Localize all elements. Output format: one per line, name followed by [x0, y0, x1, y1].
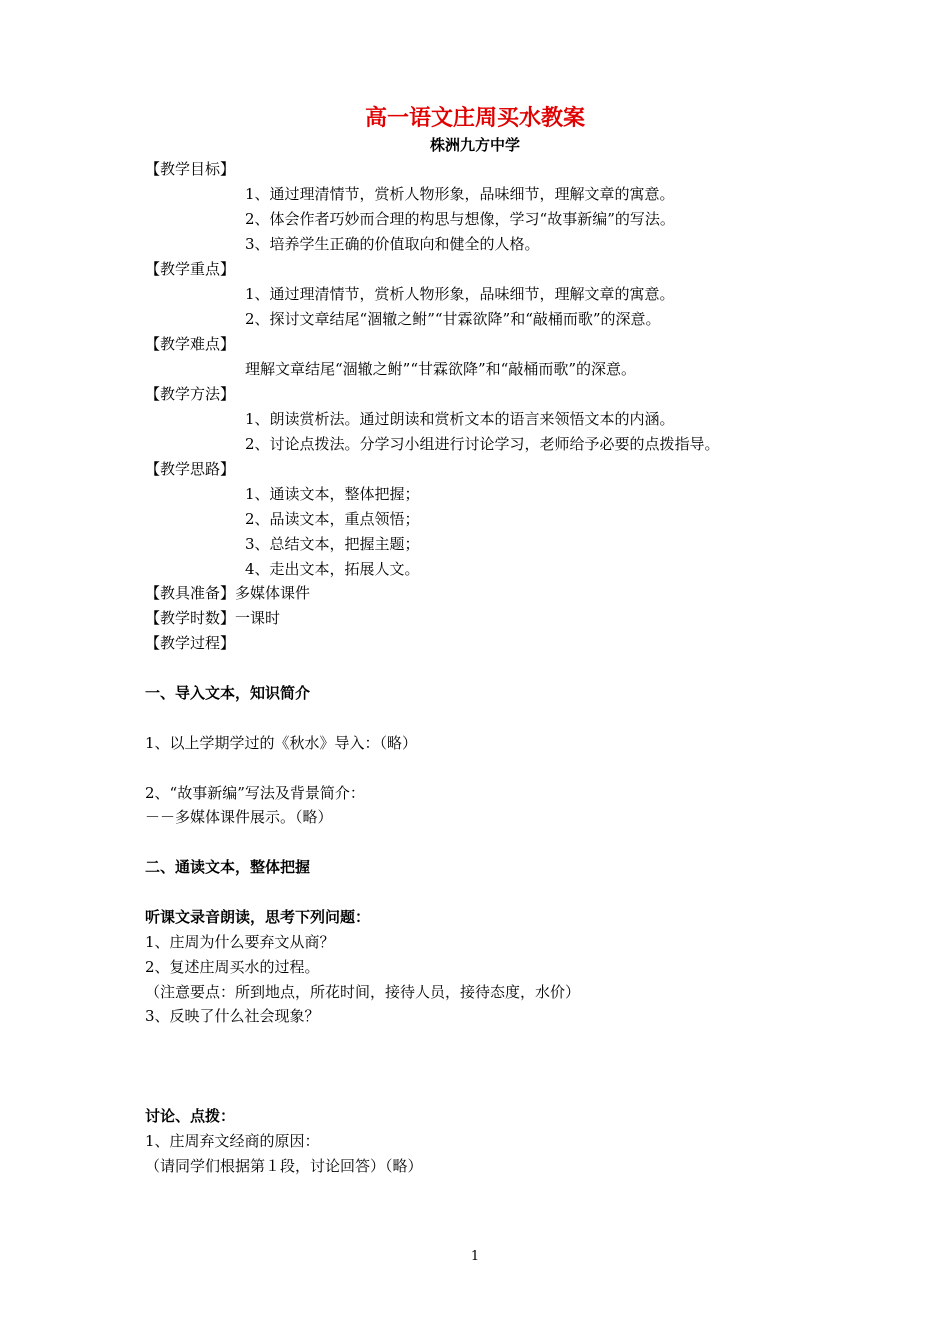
methods-heading: 【教学方法】 — [145, 385, 236, 403]
tools-line: 【教具准备】多媒体课件 — [145, 584, 311, 602]
objective-item: 3、培养学生正确的价值取向和健全的人格。 — [245, 235, 540, 253]
section1-item: 1、以上学期学过的《秋水》导入：（略） — [145, 734, 418, 752]
section1-item: 2、“故事新编”写法及背景简介： — [145, 784, 365, 802]
section1-note: －－多媒体课件展示。（略） — [145, 808, 333, 826]
approach-item: 2、品读文本，重点领悟； — [245, 510, 420, 528]
question-item: 2、复述庄周买水的过程。 — [145, 958, 320, 976]
section1-heading: 一、导入文本，知识简介 — [145, 684, 311, 702]
discussion-item: （请同学们根据第１段，讨论回答）（略） — [145, 1157, 423, 1175]
approach-heading: 【教学思路】 — [145, 460, 236, 478]
difficulty-item: 理解文章结尾“涸辙之鲋”“甘霖欲降”和“敲桶而歌”的深意。 — [245, 360, 637, 378]
approach-item: 1、通读文本，整体把握； — [245, 485, 420, 503]
question-item: （注意要点：所到地点，所花时间，接待人员，接待态度，水价） — [145, 983, 581, 1001]
approach-item: 3、总结文本，把握主题； — [245, 535, 420, 553]
method-item: 2、讨论点拨法。分学习小组进行讨论学习，老师给予必要的点拨指导。 — [245, 435, 720, 453]
discussion-item: 1、庄周弃文经商的原因： — [145, 1132, 320, 1150]
key-point-item: 2、探讨文章结尾“涸辙之鲋”“甘霖欲降”和“敲桶而歌”的深意。 — [245, 310, 661, 328]
section2-heading: 二、通读文本，整体把握 — [145, 858, 311, 876]
process-heading: 【教学过程】 — [145, 634, 236, 652]
difficulties-heading: 【教学难点】 — [145, 335, 236, 353]
listen-heading: 听课文录音朗读，思考下列问题： — [145, 908, 371, 926]
key-point-item: 1、通过理清情节，赏析人物形象，品味细节，理解文章的寓意。 — [245, 285, 675, 303]
discussion-heading: 讨论、点拨： — [145, 1107, 236, 1125]
method-item: 1、朗读赏析法。通过朗读和赏析文本的语言来领悟文本的内涵。 — [245, 410, 675, 428]
question-item: 3、反映了什么社会现象？ — [145, 1007, 320, 1025]
document-title: 高一语文庄周买水教案 — [364, 106, 585, 131]
approach-item: 4、走出文本，拓展人文。 — [245, 560, 420, 578]
page-number: 1 — [470, 1249, 480, 1264]
key-points-heading: 【教学重点】 — [145, 260, 236, 278]
objective-item: 1、通过理清情节，赏析人物形象，品味细节，理解文章的寓意。 — [245, 185, 675, 203]
document-subtitle: 株洲九方中学 — [429, 136, 520, 154]
question-item: 1、庄周为什么要弃文从商？ — [145, 933, 335, 951]
duration-line: 【教学时数】一课时 — [145, 609, 281, 627]
objective-item: 2、体会作者巧妙而合理的构思与想像，学习“故事新编”的写法。 — [245, 210, 675, 228]
objectives-heading: 【教学目标】 — [145, 160, 236, 178]
